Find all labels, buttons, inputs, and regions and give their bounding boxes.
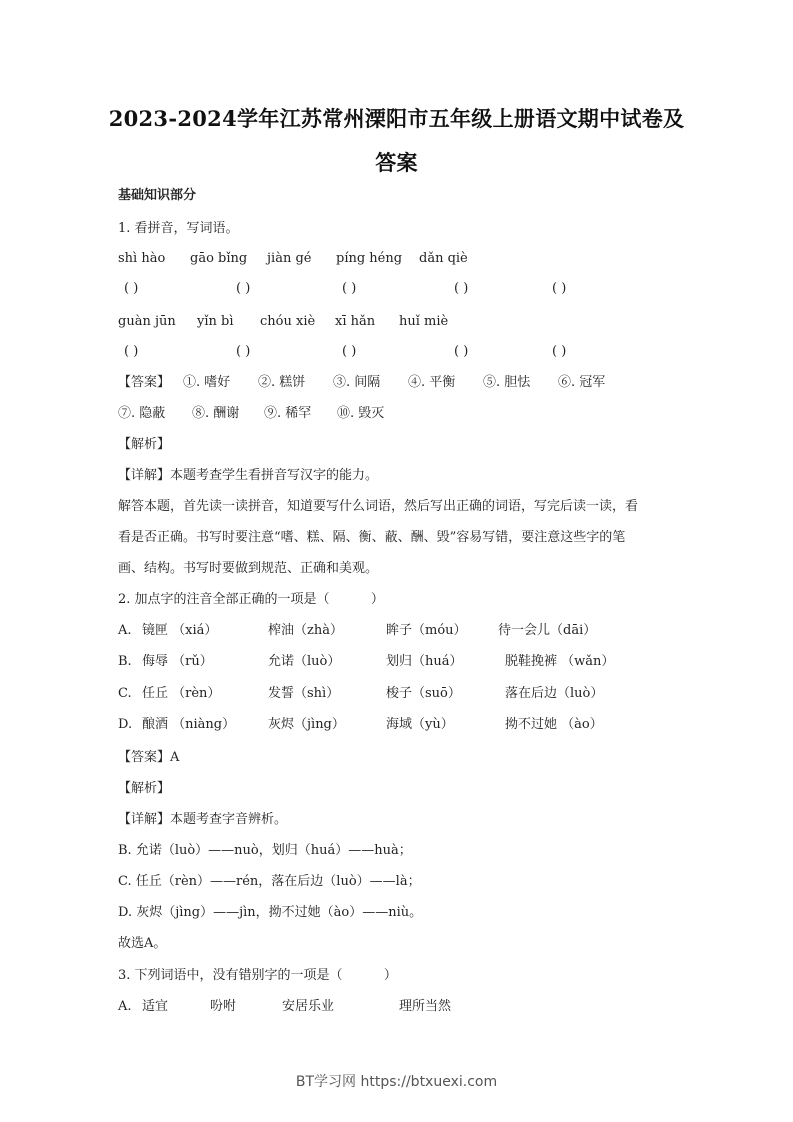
q1-detail: 【详解】本题考查学生看拼音写汉字的能力。 [118, 468, 379, 483]
q2-explanation-line: D. 灰烬（jìng）——jìn，拗不过她（ào）——niù。 [118, 905, 423, 920]
answer-item: ②. 糕饼 [258, 375, 306, 390]
option-item: 吩咐 [210, 999, 237, 1014]
option-item: 划归（huá） [386, 654, 463, 669]
page-title-line1: 2023-2024学年江苏常州溧阳市五年级上册语文期中试卷及 [108, 106, 685, 131]
answer-blank[interactable]: ( ) [454, 281, 469, 296]
pinyin-item: shì hào [118, 251, 166, 266]
pinyin-item: píng héng [336, 251, 403, 266]
answer-blank[interactable]: ( ) [236, 344, 251, 359]
option-item: 安居乐业 [282, 999, 335, 1014]
option-item: 适宜 [142, 999, 169, 1014]
answer-blank[interactable]: ( ) [454, 344, 469, 359]
option-letter: C. [118, 686, 132, 701]
option-item: 脱鞋挽裤 （wǎn） [505, 654, 615, 669]
option-item: 允诺（luò） [268, 654, 341, 669]
q2-answer: 【答案】A [118, 750, 180, 765]
pinyin-item: dǎn qiè [419, 251, 468, 266]
option-item: 理所当然 [399, 999, 452, 1014]
option-item: 酿酒 （niàng） [142, 717, 236, 732]
q3-prompt: 3. 下列词语中，没有错别字的一项是（ ） [118, 968, 397, 983]
option-item: 镜匣 （xiá） [142, 623, 218, 638]
answer-item: ⑤. 胆怯 [483, 375, 531, 390]
option-item: 侮辱 （rǔ） [142, 654, 213, 669]
answer-blank[interactable]: ( ) [124, 281, 139, 296]
answer-item: ③. 间隔 [333, 375, 381, 390]
q1-explanation-line: 解答本题，首先读一读拼音，知道要写什么词语，然后写出正确的词语，写完后读一读，看 [118, 499, 639, 514]
answer-blank[interactable]: ( ) [342, 344, 357, 359]
pinyin-item: huǐ miè [399, 314, 449, 329]
answer-item: ⑨. 稀罕 [264, 406, 312, 421]
option-item: 海域（yù） [386, 717, 454, 732]
option-item: 发誓（shì） [268, 686, 340, 701]
q2-explanation-line: B. 允诺（luò）——nuò，划归（huá）——huà； [118, 843, 412, 858]
section-heading: 基础知识部分 [118, 188, 197, 203]
option-item: 落在后边（luò） [505, 686, 604, 701]
q2-detail: 【详解】本题考查字音辨析。 [118, 812, 288, 827]
option-item: 拗不过她 （ào） [505, 717, 603, 732]
pinyin-item: chóu xiè [260, 314, 316, 329]
option-item: 待一会儿（dāi） [498, 623, 597, 638]
q1-analysis-label: 【解析】 [118, 437, 171, 452]
option-item: 梭子（suō） [386, 686, 461, 701]
answer-item: ⑦. 隐蔽 [118, 406, 166, 421]
q2-analysis-label: 【解析】 [118, 781, 171, 796]
answer-label: 【答案】 [118, 375, 171, 390]
answer-blank[interactable]: ( ) [552, 281, 567, 296]
q2-conclusion: 故选A。 [118, 936, 167, 951]
q1-explanation-line: 看是否正确。书写时要注意“嗜、糕、隔、衡、蔽、酬、毁”容易写错，要注意这些字的笔 [118, 530, 626, 545]
option-letter: A. [118, 999, 132, 1014]
answer-blank[interactable]: ( ) [552, 344, 567, 359]
watermark-footer: BT学习网 https://btxuexi.com [295, 1074, 498, 1090]
option-item: 任丘 （rèn） [142, 686, 221, 701]
answer-item: ⑥. 冠军 [558, 375, 606, 390]
pinyin-item: xī hǎn [335, 314, 376, 329]
pinyin-item: jiàn gé [267, 251, 312, 266]
option-letter: A. [118, 623, 132, 638]
option-item: 眸子（móu） [386, 623, 467, 638]
pinyin-item: guàn jūn [118, 314, 176, 329]
answer-item: ①. 嗜好 [183, 375, 231, 390]
pinyin-item: yǐn bì [197, 314, 234, 329]
answer-item: ⑩. 毁灭 [337, 406, 385, 421]
page-title-line2: 答案 [375, 150, 418, 175]
option-letter: D. [118, 717, 133, 732]
option-item: 灰烬（jìng） [268, 717, 345, 732]
answer-item: ⑧. 酬谢 [192, 406, 240, 421]
answer-blank[interactable]: ( ) [236, 281, 251, 296]
option-letter: B. [118, 654, 132, 669]
q1-prompt: 1. 看拼音，写词语。 [118, 221, 239, 236]
answer-blank[interactable]: ( ) [124, 344, 139, 359]
pinyin-item: gāo bǐng [190, 251, 248, 266]
q2-explanation-line: C. 任丘（rèn）——rén，落在后边（luò）——là； [118, 874, 421, 889]
answer-blank[interactable]: ( ) [342, 281, 357, 296]
option-item: 榨油（zhà） [268, 623, 343, 638]
answer-item: ④. 平衡 [408, 375, 456, 390]
q1-explanation-line: 画、结构。书写时要做到规范、正确和美观。 [118, 561, 379, 576]
q2-prompt: 2. 加点字的注音全部正确的一项是（ ） [118, 592, 384, 607]
